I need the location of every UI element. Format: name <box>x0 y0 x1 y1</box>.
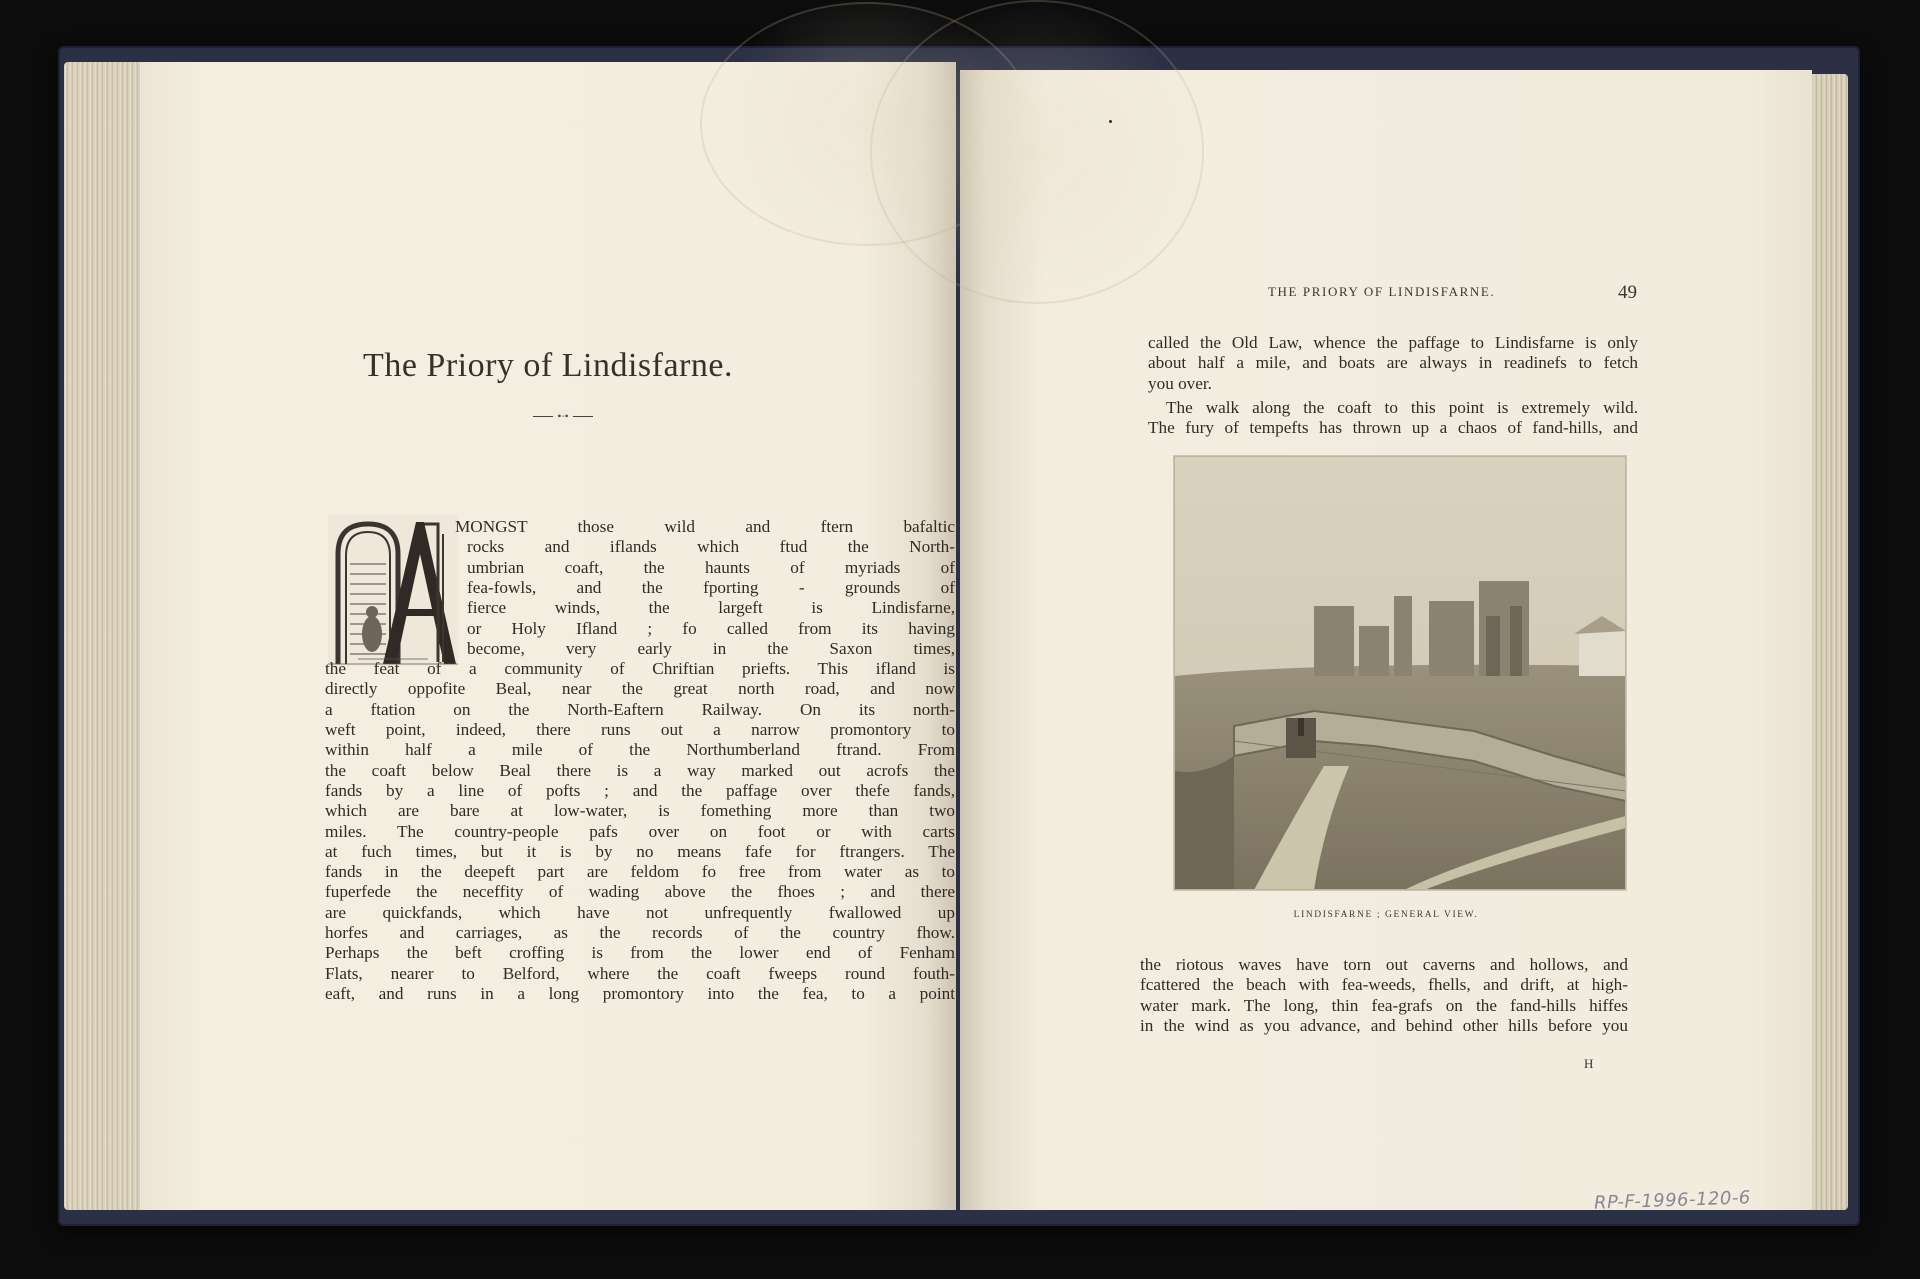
page-number: 49 <box>1618 282 1637 303</box>
text-line: umbrian coaft, the haunts of myriads of <box>467 557 955 577</box>
text-line: fea-fowls, and the fporting - grounds of <box>467 577 955 597</box>
text-line: the coaft below Beal there is a way marked out acrofs the <box>325 760 955 780</box>
text-line: a ftation on the North-Eaftern Railway. On its north- <box>325 699 955 719</box>
text-line: Perhaps the beft croffing is from the lower end of Fenham <box>325 943 955 963</box>
text-line: called the Old Law, whence the paffage to Lindisfarne is only <box>1148 333 1638 352</box>
text-line: directly oppofite Beal, near the great north road, and now <box>325 679 955 699</box>
text-line: at fuch times, but it is by no means fafe for ftrangers. The <box>325 841 955 861</box>
text-line: MONGST those wild and ftern bafaltic <box>455 517 955 536</box>
page-edges-left <box>64 62 144 1210</box>
text-line: weft point, indeed, there runs out a narrow promontory to <box>325 720 955 739</box>
text-line: within half a mile of the Northumberland ftrand. From <box>325 740 955 760</box>
priory-ruins-photo <box>1174 456 1626 890</box>
text-line: which are bare at low-water, is fomething more than two <box>325 801 955 821</box>
text-line: you over. <box>1148 373 1212 393</box>
right-page <box>960 70 1812 1210</box>
page-edges-right <box>1808 74 1848 1210</box>
text-line: or Holy Ifland ; fo called from its having <box>467 618 955 638</box>
text-line: in the wind as you advance, and behind other hills before you <box>1140 1015 1628 1035</box>
text-line: The fury of tempefts has thrown up a chaos of fand-hills, and <box>1148 418 1638 438</box>
photo-caption: LINDISFARNE ; GENERAL VIEW. <box>1293 910 1479 920</box>
text-line: about half a mile, and boats are always in readinefs to fetch <box>1148 353 1638 373</box>
text-line: rocks and iflands which ftud the North- <box>467 537 955 557</box>
text-line: fands by a line of pofts ; and the paffage over thefe fands, <box>325 780 955 800</box>
text-line: become, very early in the Saxon times, <box>467 638 955 658</box>
text-line: fuperfede the neceffity of wading above the fhoes ; and there <box>325 882 955 902</box>
text-line: fcattered the beach with fea-weeds, fhells, and drift, at high- <box>1140 975 1628 995</box>
text-line: the feat of a community of Chriftian priefts. This ifland is <box>325 659 955 679</box>
water-stain <box>870 0 1204 304</box>
text-line: miles. The country-people pafs over on foot or with carts <box>325 821 955 841</box>
chapter-title: The Priory of Lindisfarne. <box>363 347 733 384</box>
text-line: water mark. The long, thin fea-grafs on the fand-hills hiffes <box>1140 995 1628 1015</box>
inventory-number: RP-F-1996-120-6 <box>1593 1187 1752 1214</box>
text-line: are quickfands, which have not unfrequently fwallowed up <box>325 902 955 922</box>
text-line: fands in the deepeft part are feldom fo free from water as to <box>325 862 955 882</box>
left-page <box>140 62 956 1210</box>
text-line: the riotous waves have torn out caverns and hollows, and <box>1140 955 1628 974</box>
dropcap-illustration <box>328 514 458 666</box>
text-line: The walk along the coaft to this point is extremely wild. <box>1166 397 1638 417</box>
text-line: fierce winds, the largeft is Lindisfarne, <box>467 598 955 618</box>
tipped-in-photograph <box>1174 456 1626 890</box>
text-line: eaft, and runs in a long promontory into the fea, to a point <box>325 983 955 1003</box>
text-line: Flats, nearer to Belford, where the coaft fweeps round fouth- <box>325 963 955 983</box>
speck <box>1109 120 1112 123</box>
running-head: THE PRIORY OF LINDISFARNE. <box>1268 284 1496 299</box>
text-line: horfes and carriages, as the records of the country fhow. <box>325 923 955 942</box>
title-ornament: •∙• <box>533 411 593 421</box>
signature-mark: H <box>1584 1056 1594 1071</box>
